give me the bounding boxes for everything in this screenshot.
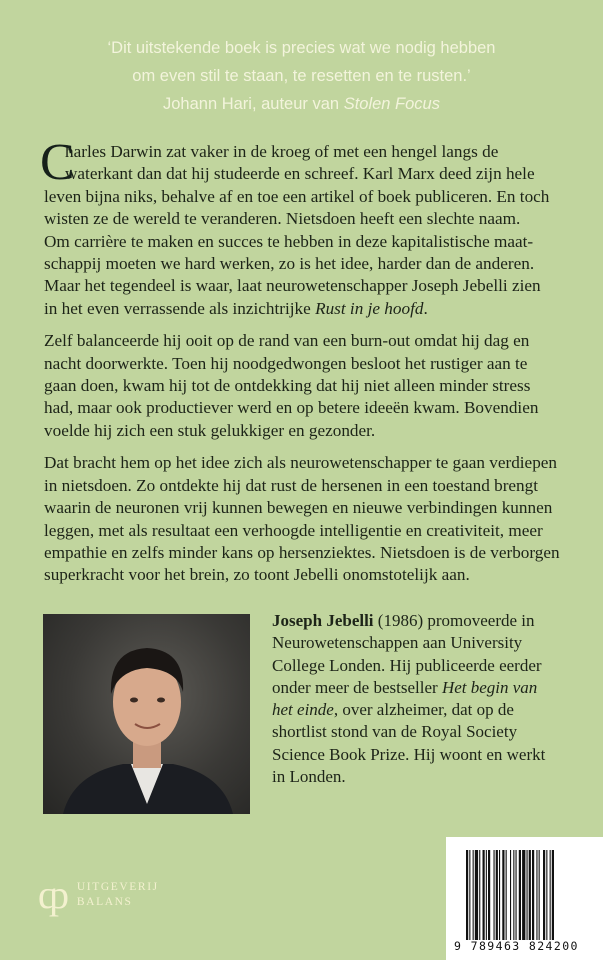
quote-attribution [0, 90, 603, 118]
text-line [272, 699, 545, 721]
text-line: leggen, met als resultaat een verhoogde intelligentie en creativiteit, meer [44, 520, 543, 540]
publisher-line: UITGEVERIJ [76, 881, 159, 893]
text-line: Om carrière te maken en succes te hebben in deze kapitalistische maat- [44, 231, 534, 251]
barcode-bar [550, 850, 551, 940]
text-span: , over alzheimer, dat op de [333, 700, 514, 720]
barcode-bar [510, 850, 511, 940]
text-line [44, 298, 584, 320]
barcode-bar [496, 850, 498, 940]
attribution-author: Johann Hari, auteur van [162, 95, 344, 113]
publisher-mark-icon: ȹ [38, 872, 69, 917]
text-line: Dat bracht hem op het idee zich als neurowetenschapper te gaan verdiepen [44, 453, 558, 473]
author-bio [272, 610, 545, 788]
text-line: shortlist stond van de Royal Society [272, 722, 518, 742]
text-line: nacht doorwerkte. Toen hij noodgedwongen besloot het rustiger aan te [44, 353, 528, 373]
attribution-title: Stolen Focus [343, 95, 440, 113]
quote-line: ‘Dit uitstekende boek is precies wat we nodig hebben [107, 39, 496, 57]
text-line: College Londen. Hij publiceerde eerder [272, 655, 542, 675]
author-portrait-illustration [43, 614, 250, 814]
text-line [272, 610, 545, 632]
text-line: harles Darwin zat vaker in de kroeg of met een hengel langs de [65, 142, 499, 161]
text-line: leven bijna niks, behalve af en toe een artikel of boek publiceren. En toch [44, 186, 550, 206]
book-title: het einde [272, 700, 334, 720]
author-photo [43, 614, 250, 814]
barcode-bar [469, 850, 470, 940]
barcode-bar [519, 850, 521, 940]
text-span: . [423, 298, 428, 318]
barcode-bar [532, 850, 534, 940]
paragraph-1 [40, 134, 584, 320]
barcode-bar [522, 850, 525, 940]
publisher-name [77, 880, 159, 910]
blurb-body [40, 134, 584, 597]
barcode-bar [513, 850, 514, 940]
paragraph-2 [44, 330, 584, 442]
barcode-bar [494, 850, 495, 940]
author-name: Joseph Jebelli [272, 611, 374, 630]
text-span: (1986) promoveerde in [373, 611, 535, 630]
barcode-bar [486, 850, 487, 940]
text-line: gaan doen, kwam hij tot de ontdekking dat hij niet alleen minder stress [44, 376, 531, 396]
barcode-bar [527, 850, 528, 940]
text-line: Neurowetenschappen aan University [272, 633, 523, 653]
book-title: Het begin van [441, 677, 538, 697]
text-line: Zelf balanceerde hij ooit op de rand van een burn-out omdat hij dag en [44, 331, 530, 351]
barcode-bar [506, 850, 507, 940]
text-line: had, maar ook productiever werd en op betere ideeën kwam. Bovendien [44, 398, 539, 418]
text-line: waterkant dan dat hij studeerde en schreef. Karl Marx deed zijn hele [65, 164, 535, 184]
publisher-logo [38, 872, 159, 917]
text-line: waarin de neuronen vrij kunnen bewegen en nieuwe verbindingen kunnen [44, 498, 553, 518]
isbn-barcode [446, 837, 603, 960]
drop-cap: C [40, 134, 75, 191]
barcode-bar [543, 850, 545, 940]
text-line [272, 677, 545, 699]
text-line: in Londen. [272, 767, 346, 787]
barcode-bar [475, 850, 478, 940]
barcode-bar [546, 850, 547, 940]
barcode-bar [488, 850, 490, 940]
barcode-bar [502, 850, 504, 940]
text-line: Science Book Prize. Hij woont en werkt [272, 744, 546, 764]
barcode-bar [529, 850, 531, 940]
text-span: in het even verrassende als inzichtrijke [44, 298, 316, 318]
barcode-bar [499, 850, 500, 940]
text-line: voelde hij zich een stuk gelukkiger en gezonder. [44, 420, 376, 440]
barcode-bar [473, 850, 474, 940]
text-line: schappij moeten we hard werken, zo is het idee, harder dan de anderen. [44, 254, 535, 274]
text-line: in nietsdoen. Zo ontdekte hij dat rust de hersenen in een toestand brengt [44, 475, 539, 495]
barcode-bar [479, 850, 480, 940]
barcode-bar [536, 850, 537, 940]
barcode-bar [516, 850, 517, 940]
text-line: superkracht voor het brein, zo toont Jebelli onomstotelijk aan. [44, 565, 470, 585]
text-span: onder meer de bestseller [272, 677, 442, 697]
barcode-bar [466, 850, 468, 940]
text-line: Maar het tegendeel is waar, laat neurowetenschapper Joseph Jebelli zien [44, 276, 541, 296]
barcode-bars [466, 850, 582, 940]
barcode-bar [483, 850, 485, 940]
barcode-bar [539, 850, 540, 940]
text-line: wisten ze de wereld te veranderen. Nietsdoen heeft een slechte naam. [44, 209, 521, 229]
barcode-bar [552, 850, 554, 940]
publisher-line: BALANS [76, 896, 133, 908]
isbn-number: 9 789463 824200 [454, 939, 579, 953]
book-title: Rust in je hoofd [315, 298, 424, 318]
quote-line: om even stil te staan, te resetten en te rusten.’ [132, 67, 471, 85]
paragraph-3 [44, 452, 584, 586]
text-line: empathie en zelfs minder kans op hersenziektes. Nietsdoen is de verborgen [44, 542, 560, 562]
blurb-quote [0, 34, 603, 118]
